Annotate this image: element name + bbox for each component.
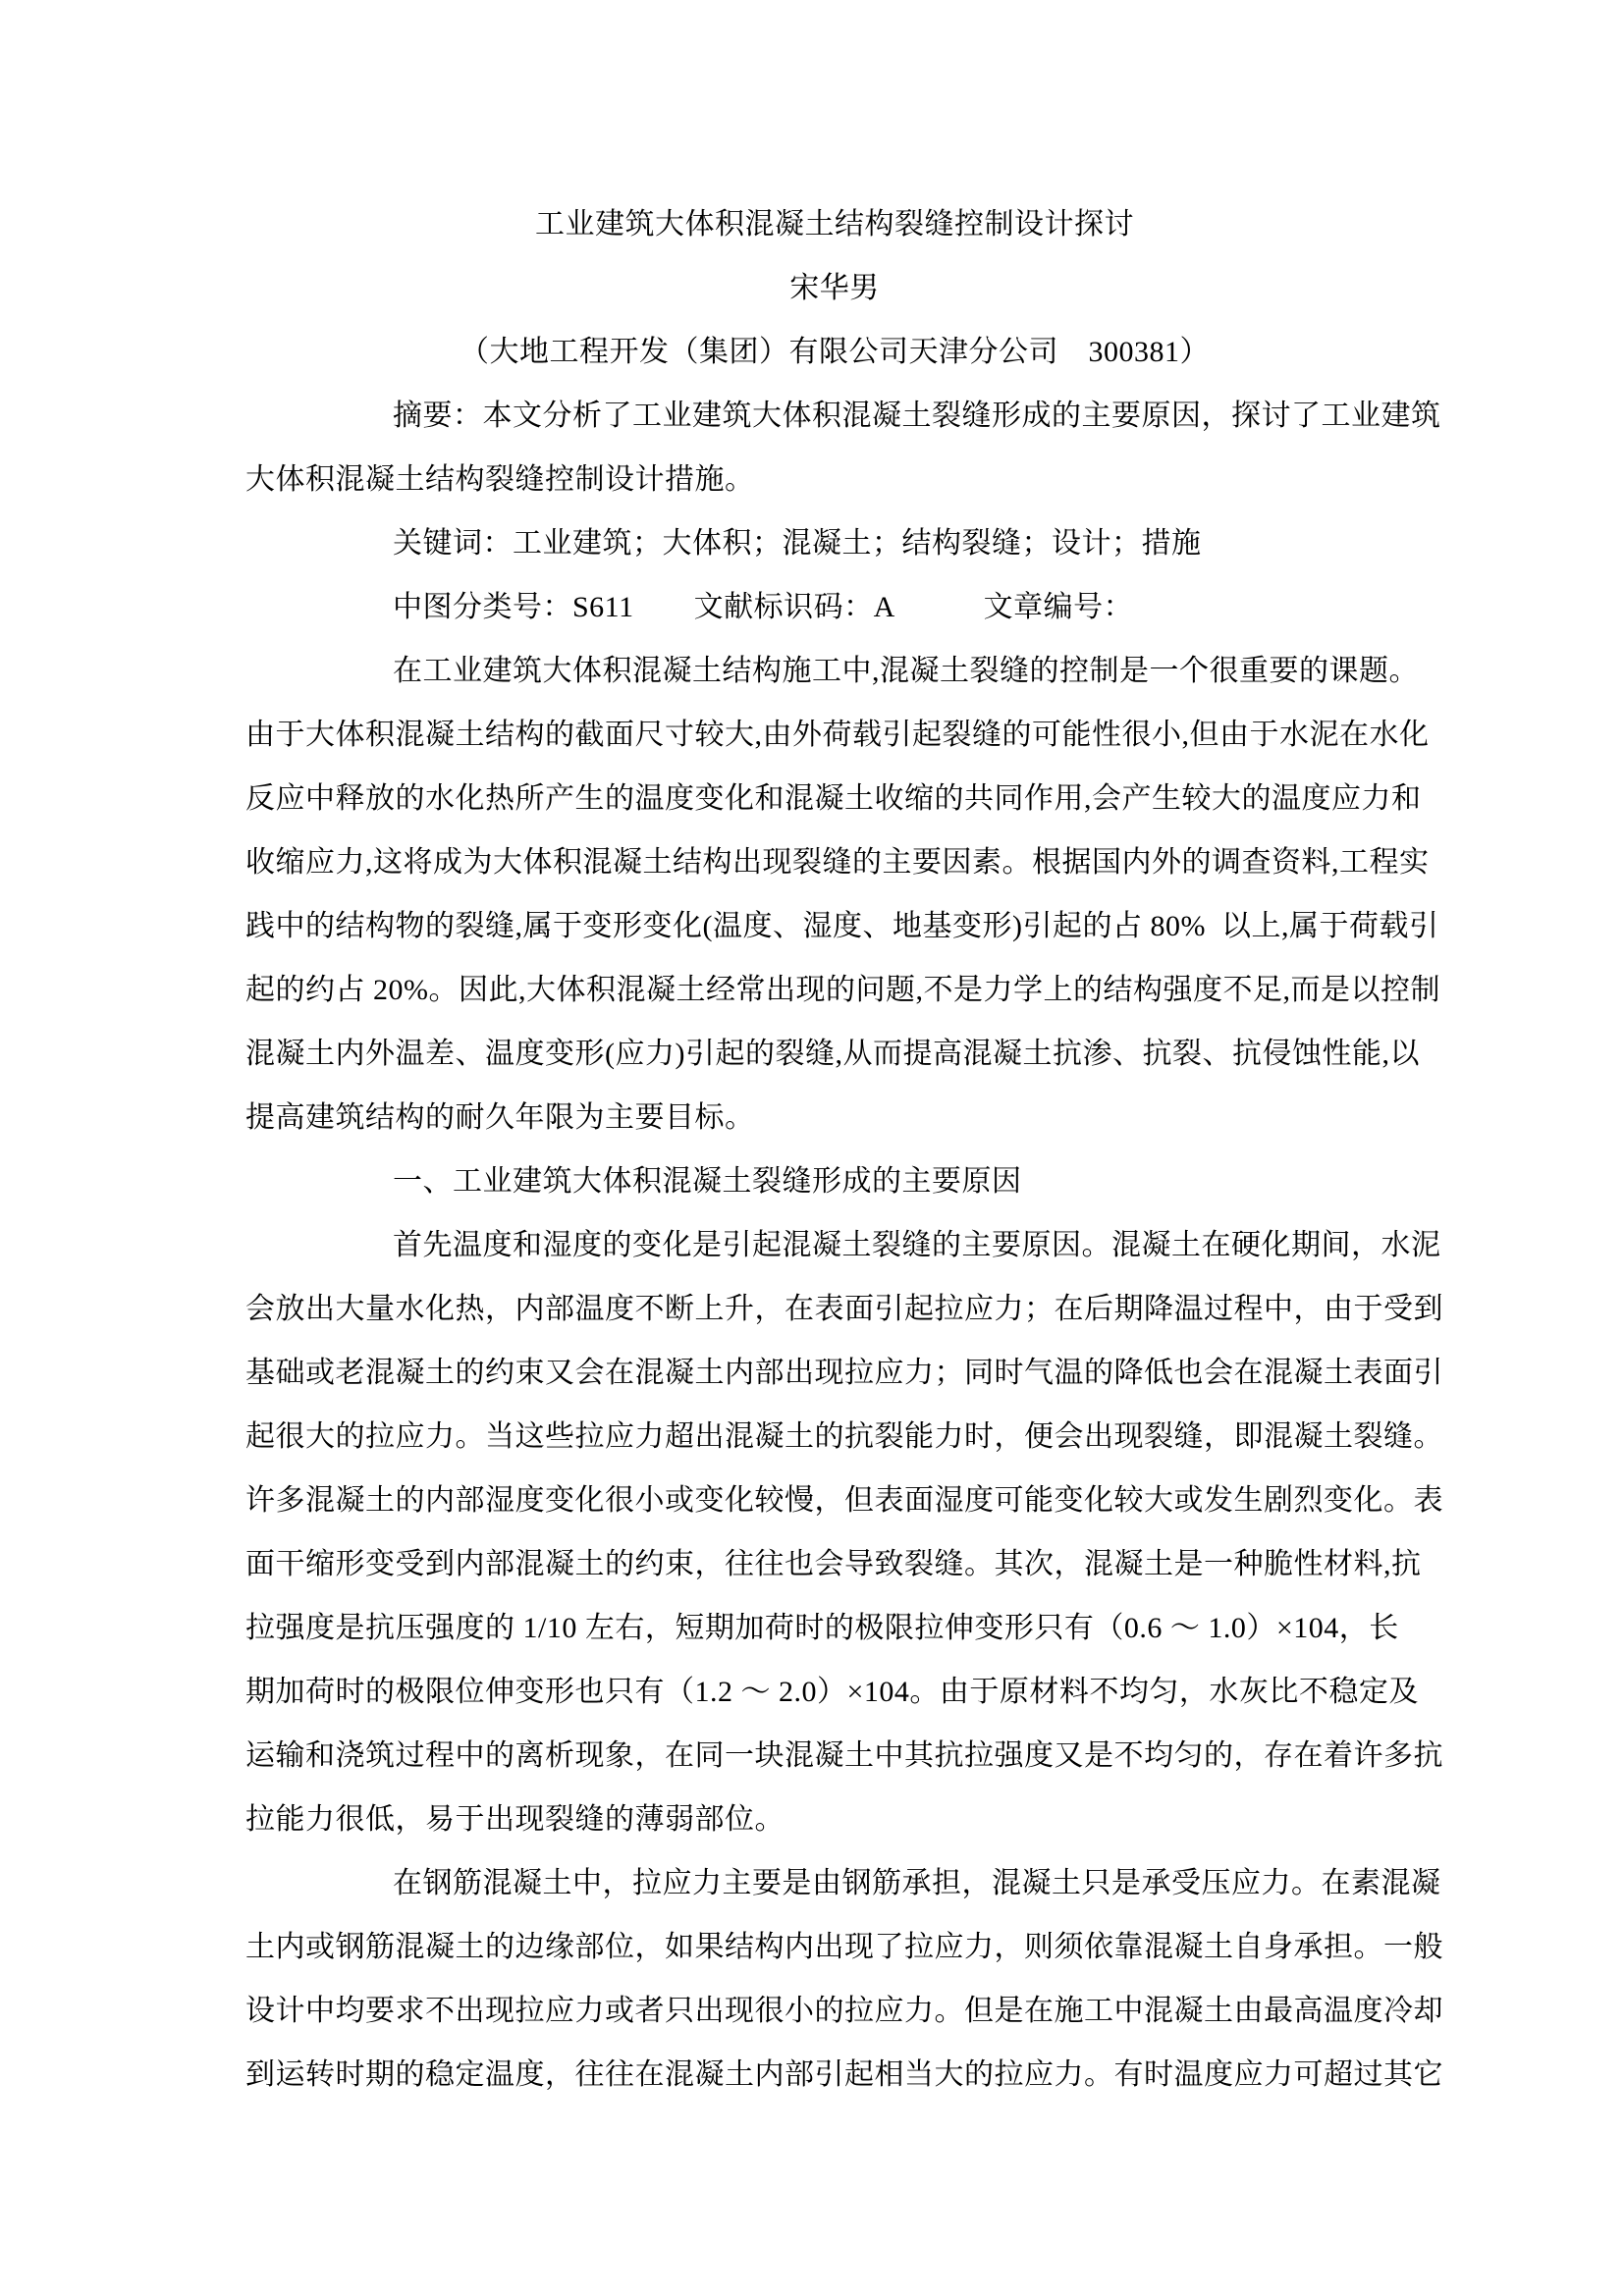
- doc-title: 工业建筑大体积混凝土结构裂缝控制设计探讨: [535, 208, 1134, 240]
- body-line: 收缩应力,这将成为大体积混凝土结构出现裂缝的主要因素。根据国内外的调查资料,工程实: [245, 846, 1430, 879]
- body-line: 在钢筋混凝土中，拉应力主要是由钢筋承担，混凝土只是承受压应力。在素混凝: [393, 1867, 1441, 1899]
- body-line: 由于大体积混凝土结构的截面尺寸较大,由外荷载引起裂缝的可能性很小,但由于水泥在水化: [245, 719, 1430, 751]
- body-line: 期加荷时的极限位伸变形也只有（1.2 ～ 2.0）×104。由于原材料不均匀，水灰比不稳定及: [245, 1676, 1419, 1708]
- body-line: 提高建筑结构的耐久年限为主要目标。: [245, 1101, 755, 1134]
- body-line: 混凝土内外温差、温度变形(应力)引起的裂缝,从而提高混凝土抗渗、抗裂、抗侵蚀性能,以: [245, 1038, 1420, 1070]
- body-line: 反应中释放的水化热所产生的温度变化和混凝土收缩的共同作用,会产生较大的温度应力和: [245, 782, 1422, 815]
- keywords-line: 关键词：工业建筑；大体积；混凝土；结构裂缝；设计；措施: [393, 527, 1202, 560]
- body-line: 会放出大量水化热，内部温度不断上升，在表面引起拉应力；在后期降温过程中，由于受到: [245, 1293, 1443, 1325]
- body-line: 拉能力很低，易于出现裂缝的薄弱部位。: [245, 1803, 785, 1836]
- body-line: 在工业建筑大体积混凝土结构施工中,混凝土裂缝的控制是一个很重要的课题。: [393, 655, 1419, 687]
- abstract-line: 摘要：本文分析了工业建筑大体积混凝土裂缝形成的主要原因，探讨了工业建筑: [393, 400, 1441, 432]
- body-line: 土内或钢筋混凝土的边缘部位，如果结构内出现了拉应力，则须依靠混凝土自身承担。一般: [245, 1931, 1443, 1963]
- body-line: 设计中均要求不出现拉应力或者只出现很小的拉应力。但是在施工中混凝土由最高温度冷却: [245, 1995, 1443, 2027]
- document-body: [245, 192, 1443, 2107]
- classification-line: 中图分类号：S611 文献标识码：A 文章编号：: [393, 591, 1134, 623]
- body-line: 到运转时期的稳定温度，往往在混凝土内部引起相当大的拉应力。有时温度应力可超过其它: [245, 2058, 1443, 2091]
- body-line: 起很大的拉应力。当这些拉应力超出混凝土的抗裂能力时，便会出现裂缝，即混凝土裂缝。: [245, 1420, 1443, 1453]
- section-heading: 一、工业建筑大体积混凝土裂缝形成的主要原因: [393, 1165, 1022, 1198]
- body-line: 起的约占 20%。因此,大体积混凝土经常出现的问题,不是力学上的结构强度不足,而是以控制: [245, 974, 1440, 1006]
- body-line: 许多混凝土的内部湿度变化很小或变化较慢，但表面湿度可能变化较大或发生剧烈变化。表: [245, 1484, 1443, 1517]
- doc-author: 宋华男: [789, 272, 880, 304]
- doc-affiliation: （大地工程开发（集团）有限公司天津分公司 300381）: [460, 336, 1210, 368]
- body-line: 拉强度是抗压强度的 1/10 左右，短期加荷时的极限拉伸变形只有（0.6 ～ 1.0）×104，长: [245, 1612, 1399, 1644]
- body-line: 运输和浇筑过程中的离析现象，在同一块混凝土中其抗拉强度又是不均匀的，存在着许多抗: [245, 1739, 1443, 1772]
- abstract-line: 大体积混凝土结构裂缝控制设计措施。: [245, 463, 755, 496]
- body-line: 基础或老混凝土的约束又会在混凝土内部出现拉应力；同时气温的降低也会在混凝土表面引: [245, 1357, 1443, 1389]
- body-line: 践中的结构物的裂缝,属于变形变化(温度、湿度、地基变形)引起的占 80% 以上,属于荷载引: [245, 910, 1439, 942]
- body-line: 首先温度和湿度的变化是引起混凝土裂缝的主要原因。混凝土在硬化期间，水泥: [393, 1229, 1441, 1261]
- body-line: 面干缩形变受到内部混凝土的约束，往往也会导致裂缝。其次，混凝土是一种脆性材料,抗: [245, 1548, 1422, 1580]
